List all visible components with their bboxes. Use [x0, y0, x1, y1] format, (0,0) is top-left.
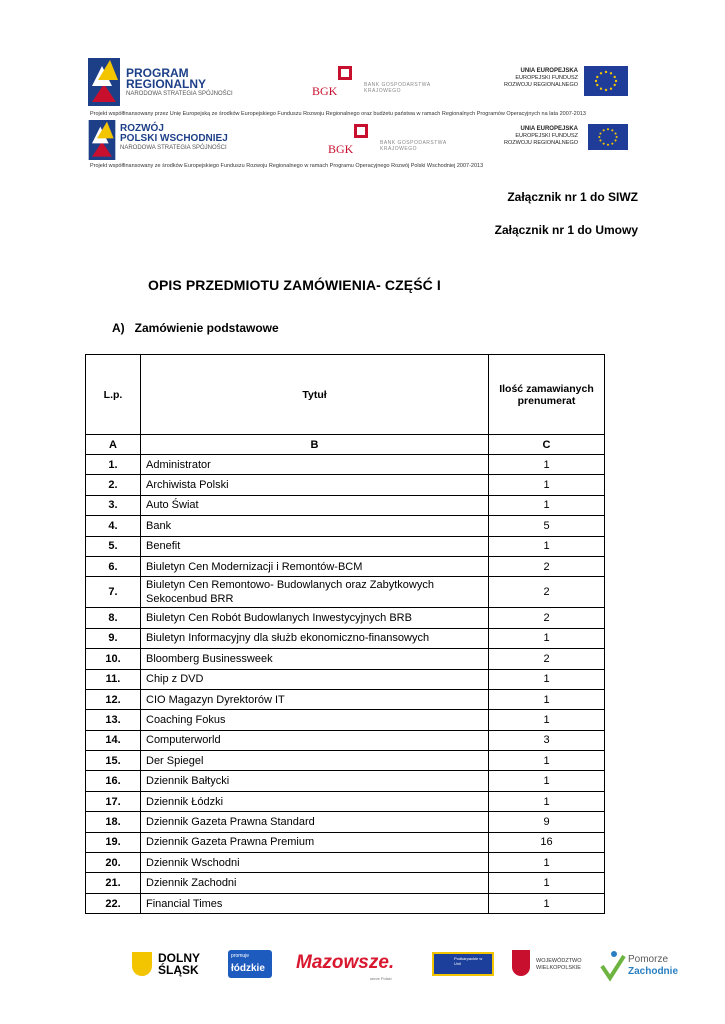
podkarpackie-logo: Podkarpackie w Unii	[432, 946, 496, 984]
row-lp: 21.	[86, 873, 141, 893]
header-logo-row-bottom	[88, 120, 638, 162]
table-row	[86, 791, 605, 811]
table-body	[86, 435, 605, 914]
row-lp: 5.	[86, 536, 141, 556]
row-lp: 4.	[86, 516, 141, 536]
pomorze-zachodnie-logo: Pomorze Zachodnie	[600, 946, 682, 984]
row-lp: 15.	[86, 751, 141, 771]
table-row	[86, 495, 605, 515]
annex-umowa: Załącznik nr 1 do Umowy	[494, 223, 638, 237]
row-lp: 6.	[86, 556, 141, 576]
row-qty: 1	[489, 710, 605, 730]
cofund-note-bottom: Projekt współfinansowany ze środków Europejskiego Funduszu Rozwoju Regionalnego w ramach Programu Operacyjnego Rozwój Polski Wschodniej 2007-2013	[90, 163, 484, 169]
bgk-square-icon	[338, 66, 352, 80]
table-row	[86, 649, 605, 669]
row-lp: 11.	[86, 669, 141, 689]
table-row	[86, 730, 605, 750]
row-qty: 1	[489, 475, 605, 495]
row-title: Biuletyn Cen Modernizacji i Remontów-BCM	[141, 556, 489, 576]
row-lp: 12.	[86, 689, 141, 709]
row-lp: 17.	[86, 791, 141, 811]
row-title: Dziennik Gazeta Prawna Standard	[141, 812, 489, 832]
row-qty: 1	[489, 873, 605, 893]
page-title: OPIS PRZEDMIOTU ZAMÓWIENIA- CZĘŚĆ I	[148, 277, 441, 293]
table-row	[86, 710, 605, 730]
cofund-note-top: Projekt współfinansowany przez Unię Europejską ze środków Europejskiego Funduszu Rozwoju Regionalnego oraz budżetu państwa w ramach Regionalnych Programów Operacyjnych na lata 2007-2013	[90, 111, 586, 117]
row-qty: 2	[489, 577, 605, 608]
header-lp: L.p.	[86, 355, 141, 435]
row-title: Der Spiegel	[141, 751, 489, 771]
row-title: Administrator	[141, 455, 489, 475]
table-row	[86, 536, 605, 556]
row-qty: 1	[489, 853, 605, 873]
wielkopolskie-eagle-icon	[512, 950, 530, 976]
table-row	[86, 893, 605, 913]
row-qty: 1	[489, 791, 605, 811]
rozwoj-polski-logo-icon	[88, 120, 116, 160]
eu-flag-icon	[584, 66, 628, 96]
row-title: Auto Świat	[141, 495, 489, 515]
table-row	[86, 771, 605, 791]
program-regionalny-logo-icon	[88, 58, 120, 106]
letter-c: C	[489, 435, 605, 455]
row-qty: 1	[489, 628, 605, 648]
bgk-logo-bottom: BGK BANK GOSPODARSTWA KRAJOWEGO	[314, 124, 454, 158]
row-qty: 9	[489, 812, 605, 832]
row-lp: 8.	[86, 608, 141, 628]
row-title: Bank	[141, 516, 489, 536]
header-title: Tytuł	[141, 355, 489, 435]
row-title: Chip z DVD	[141, 669, 489, 689]
row-qty: 1	[489, 495, 605, 515]
dolny-slask-eagle-icon	[132, 952, 152, 976]
mazowsze-logo: Mazowsze. serce Polski	[296, 952, 395, 981]
table-row	[86, 577, 605, 608]
annex-siwz: Załącznik nr 1 do SIWZ	[507, 190, 638, 204]
row-qty: 1	[489, 669, 605, 689]
table-row	[86, 608, 605, 628]
wielkopolskie-logo: WOJEWÓDZTWO WIELKOPOLSKIE	[512, 946, 584, 984]
row-title: Dziennik Wschodni	[141, 853, 489, 873]
row-qty: 16	[489, 832, 605, 852]
eu-flag-icon	[588, 124, 628, 150]
table-header-row	[86, 355, 605, 435]
section-title: A) Zamówienie podstawowe	[112, 321, 279, 335]
table-row	[86, 455, 605, 475]
row-qty: 5	[489, 516, 605, 536]
table-row	[86, 853, 605, 873]
row-qty: 2	[489, 649, 605, 669]
row-title: Biuletyn Cen Remontowo- Budowlanych oraz Zabytkowych Sekocenbud BRR	[141, 577, 489, 608]
row-lp: 10.	[86, 649, 141, 669]
eu-logo-top: UNIA EUROPEJSKA EUROPEJSKI FUNDUSZ ROZWOJU REGIONALNEGO	[486, 66, 631, 98]
table-row	[86, 628, 605, 648]
bgk-square-icon	[354, 124, 368, 138]
rozwoj-polski-text: ROZWÓJ POLSKI WSCHODNIEJ NARODOWA STRATEGIA SPÓJNOŚCI	[120, 123, 228, 151]
row-lp: 13.	[86, 710, 141, 730]
header-qty: Ilość zamawianych prenumerat	[489, 355, 605, 435]
row-title: CIO Magazyn Dyrektorów IT	[141, 689, 489, 709]
row-qty: 2	[489, 608, 605, 628]
row-lp: 2.	[86, 475, 141, 495]
row-title: Benefit	[141, 536, 489, 556]
row-qty: 3	[489, 730, 605, 750]
table-row	[86, 689, 605, 709]
letter-a: A	[86, 435, 141, 455]
row-lp: 9.	[86, 628, 141, 648]
row-title: Financial Times	[141, 893, 489, 913]
row-lp: 19.	[86, 832, 141, 852]
letter-b: B	[141, 435, 489, 455]
row-title: Archiwista Polski	[141, 475, 489, 495]
program-regionalny-text: PROGRAM REGIONALNY NARODOWA STRATEGIA SPÓJNOŚCI	[126, 66, 233, 97]
table-row	[86, 832, 605, 852]
table-row	[86, 751, 605, 771]
row-title: Biuletyn Cen Robót Budowlanych Inwestycyjnych BRB	[141, 608, 489, 628]
row-lp: 14.	[86, 730, 141, 750]
row-title: Coaching Fokus	[141, 710, 489, 730]
row-qty: 1	[489, 893, 605, 913]
bgk-logo: BGK BANK GOSPODARSTWA KRAJOWEGO	[298, 66, 438, 100]
table-row	[86, 669, 605, 689]
row-lp: 22.	[86, 893, 141, 913]
row-qty: 1	[489, 751, 605, 771]
row-title: Bloomberg Businessweek	[141, 649, 489, 669]
table-row	[86, 475, 605, 495]
dolny-slask-logo: DOLNY ŚLĄSK	[132, 946, 210, 984]
lodzkie-logo: promuje łódzkie	[228, 946, 274, 984]
row-lp: 3.	[86, 495, 141, 515]
row-qty: 1	[489, 771, 605, 791]
row-qty: 1	[489, 536, 605, 556]
table-row	[86, 516, 605, 536]
column-letters-row	[86, 435, 605, 455]
pomorze-figure-icon	[600, 948, 626, 982]
row-qty: 2	[489, 556, 605, 576]
row-lp: 16.	[86, 771, 141, 791]
table-row	[86, 873, 605, 893]
header-logo-row-top	[88, 58, 638, 108]
row-lp: 1.	[86, 455, 141, 475]
row-title: Computerworld	[141, 730, 489, 750]
table-row	[86, 556, 605, 576]
row-lp: 18.	[86, 812, 141, 832]
row-qty: 1	[489, 455, 605, 475]
orders-table	[85, 354, 605, 914]
row-qty: 1	[489, 689, 605, 709]
row-title: Dziennik Łódzki	[141, 791, 489, 811]
row-title: Dziennik Gazeta Prawna Premium	[141, 832, 489, 852]
eu-logo-bottom: UNIA EUROPEJSKA EUROPEJSKI FUNDUSZ ROZWOJU REGIONALNEGO	[486, 124, 631, 156]
row-title: Biuletyn Informacyjny dla służb ekonomiczno-finansowych	[141, 628, 489, 648]
row-lp: 20.	[86, 853, 141, 873]
row-title: Dziennik Zachodni	[141, 873, 489, 893]
row-title: Dziennik Bałtycki	[141, 771, 489, 791]
row-lp: 7.	[86, 577, 141, 608]
table-row	[86, 812, 605, 832]
